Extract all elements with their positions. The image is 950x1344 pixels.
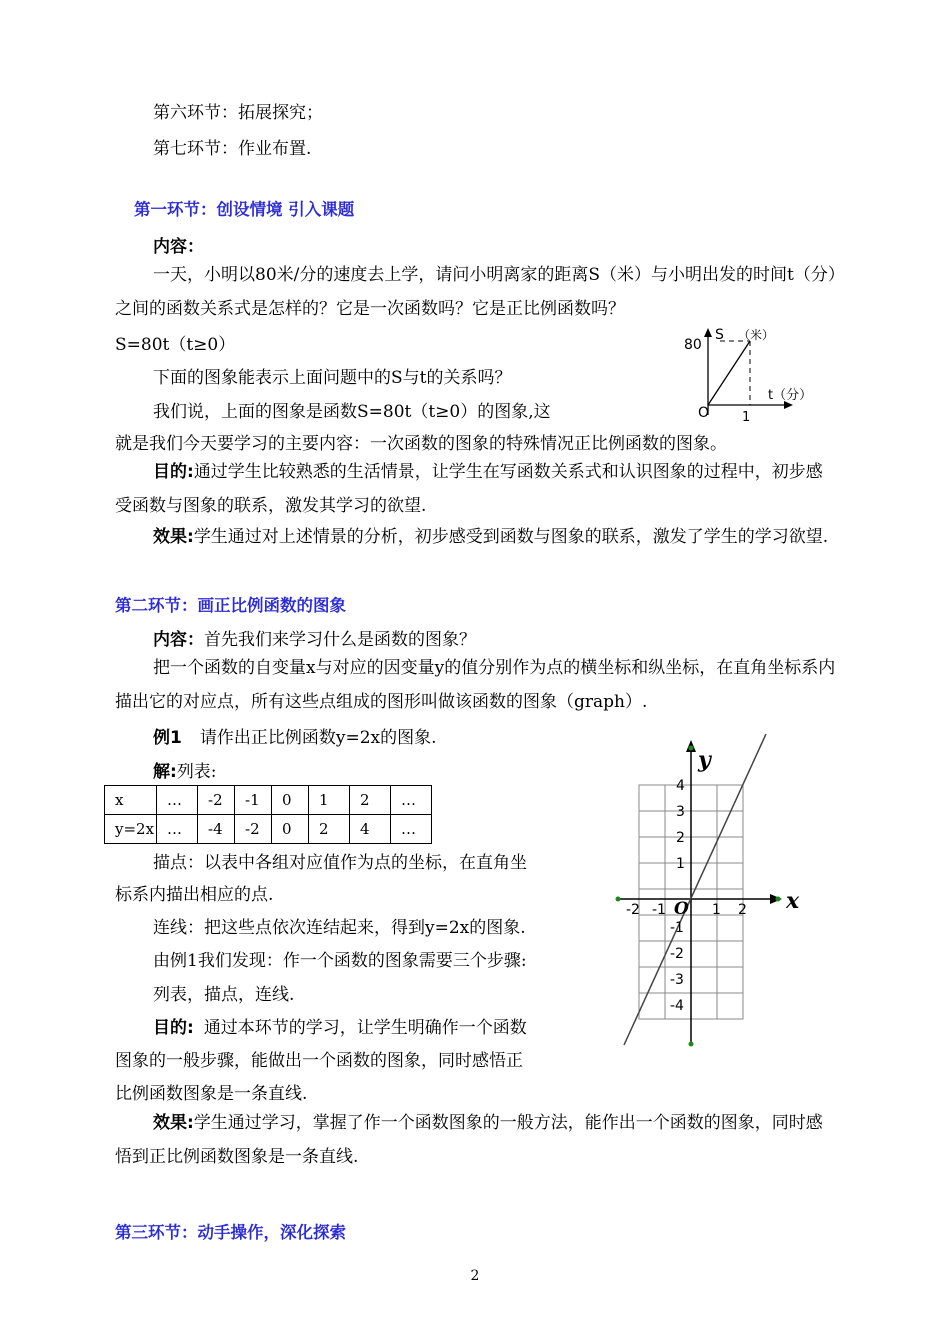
- section1-para3b: 就是我们今天要学习的主要内容：一次函数的图象的特殊情况正比例函数的图象。: [115, 434, 727, 454]
- section2-effect: [115, 1106, 838, 1174]
- y-tick: 1: [676, 856, 685, 872]
- table-cell: -2: [198, 786, 235, 815]
- section1-effect-text: 学生通过对上述情景的分析，初步感受到函数与图象的联系，激发了学生的学习欲望.: [193, 527, 829, 547]
- table-cell: 2: [309, 815, 350, 844]
- section2-effect-label: 效果:: [153, 1113, 194, 1133]
- plot-text-a: 描点：以表中各组对应值作为点的坐标，在直角坐: [153, 853, 527, 873]
- x-tick: -2: [626, 902, 640, 918]
- graph-origin: O: [674, 899, 689, 919]
- y-tick: -4: [670, 998, 684, 1014]
- section1-content-label: 内容：: [153, 237, 204, 257]
- section2-content: [153, 625, 476, 650]
- page-number: 2: [470, 1268, 480, 1284]
- graph-y-label: S: [715, 327, 724, 343]
- table-cell: -1: [235, 786, 272, 815]
- solution: [153, 757, 217, 782]
- table-cell: 2: [350, 786, 391, 815]
- table-cell: …: [157, 815, 198, 844]
- example-text: 请作出正比例函数y=2x的图象.: [199, 728, 437, 748]
- section1-heading: 第一环节：创设情境 引入课题: [134, 200, 355, 219]
- table-row: [105, 786, 432, 815]
- y-2x-graph: [600, 728, 810, 1048]
- table-cell: …: [391, 815, 432, 844]
- graph-x-value: 1: [742, 410, 751, 425]
- section1-effect-label: 效果:: [153, 527, 194, 547]
- overview-step7: 第七环节：作业布置.: [153, 139, 312, 159]
- axis-endpoint: [689, 746, 694, 751]
- y-tick: -1: [670, 920, 684, 936]
- section2-goal-text-b: 图象的一般步骤，能做出一个函数的图象，同时感悟正: [115, 1051, 523, 1071]
- section2-heading: 第二环节：画正比例函数的图象: [115, 596, 346, 615]
- table-cell: …: [391, 786, 432, 815]
- example-label: 例1: [153, 728, 182, 748]
- table-cell: 4: [350, 815, 391, 844]
- table-cell: -4: [198, 815, 235, 844]
- value-table: [104, 785, 432, 844]
- solution-label: 解:: [153, 762, 177, 782]
- table-cell: x: [105, 786, 157, 815]
- graph-x-label: t（分）: [768, 388, 813, 403]
- section2-goal-text-c: 比例函数图象是一条直线.: [115, 1084, 308, 1104]
- table-cell: 0: [272, 786, 309, 815]
- table-cell: 0: [272, 815, 309, 844]
- section1-effect: [115, 520, 838, 554]
- y-tick: -3: [670, 972, 684, 988]
- overview-step6: 第六环节：拓展探究；: [153, 103, 323, 123]
- y-axis-label: y: [698, 747, 711, 773]
- section1-para1: 一天，小明以80米/分的速度去上学，请问小明离家的距离S（米）与小明出发的时间t（分）之间的函数关系式是怎样的？它是一次函数吗？它是正比例函数吗？: [115, 265, 837, 319]
- y-tick: 3: [676, 804, 685, 820]
- graph-origin: O: [698, 405, 710, 421]
- x-tick: -1: [652, 902, 666, 918]
- section2-content-label: 内容：: [153, 630, 204, 650]
- section2-content-text: 首先我们来学习什么是函数的图象？: [204, 630, 476, 650]
- graph-y-value: 80: [684, 337, 702, 353]
- x-axis-label: x: [786, 888, 800, 914]
- table-cell: -2: [235, 815, 272, 844]
- section1-para2: 下面的图象能表示上面问题中的S与t的关系吗？: [153, 368, 512, 388]
- section2-goal-label: 目的:: [153, 1018, 194, 1038]
- section1-goal-text: 通过学生比较熟悉的生活情景，让学生在写函数关系式和认识图象的过程中，初步感受函数与图象的联系，激发其学习的欲望.: [115, 462, 823, 516]
- y-tick: 4: [676, 778, 685, 794]
- section1-goal-label: 目的:: [153, 462, 194, 482]
- connect-text: 连线：把这些点依次连结起来，得到y=2x的图象.: [153, 918, 526, 938]
- y-tick: 2: [676, 830, 685, 846]
- section2-effect-text: 学生通过学习，掌握了作一个函数图象的一般方法，能作出一个函数的图象，同时感悟到正比例函数图象是一条直线.: [115, 1113, 823, 1167]
- section2-goal: [153, 1013, 527, 1038]
- axis-endpoint: [776, 897, 781, 902]
- axis-endpoint: [616, 897, 621, 902]
- table-row: [105, 815, 432, 844]
- axis-endpoint: [689, 1042, 694, 1047]
- section2-para1: 把一个函数的自变量x与对应的因变量y的值分别作为点的横坐标和纵坐标，在直角坐标系内描出它的对应点，所有这些点组成的图形叫做该函数的图象（graph）.: [115, 658, 836, 712]
- s-t-graph: [680, 325, 840, 425]
- table-cell: 1: [309, 786, 350, 815]
- section1-formula: S=80t（t≥0）: [115, 335, 236, 355]
- section3-heading: 第三环节：动手操作，深化探索: [115, 1223, 346, 1242]
- x-tick: 2: [738, 902, 747, 918]
- steps-text: 列表，描点，连线.: [153, 985, 295, 1005]
- solution-text: 列表:: [176, 762, 217, 782]
- section2-goal-text-a: 通过本环节的学习，让学生明确作一个函数: [203, 1018, 527, 1038]
- finding-text: 由例1我们发现：作一个函数的图象需要三个步骤:: [153, 951, 527, 971]
- section1-goal: [115, 455, 838, 523]
- y-tick: -2: [670, 946, 684, 962]
- plot-text-b: 标系内描出相应的点.: [115, 885, 274, 905]
- graph-y-unit: （米）: [738, 328, 775, 342]
- section1-para3a: 我们说，上面的图象是函数S=80t（t≥0）的图象,这: [153, 402, 551, 422]
- example-1: [153, 723, 437, 748]
- x-tick: 1: [712, 902, 721, 918]
- table-cell: y=2x: [105, 815, 157, 844]
- table-cell: …: [157, 786, 198, 815]
